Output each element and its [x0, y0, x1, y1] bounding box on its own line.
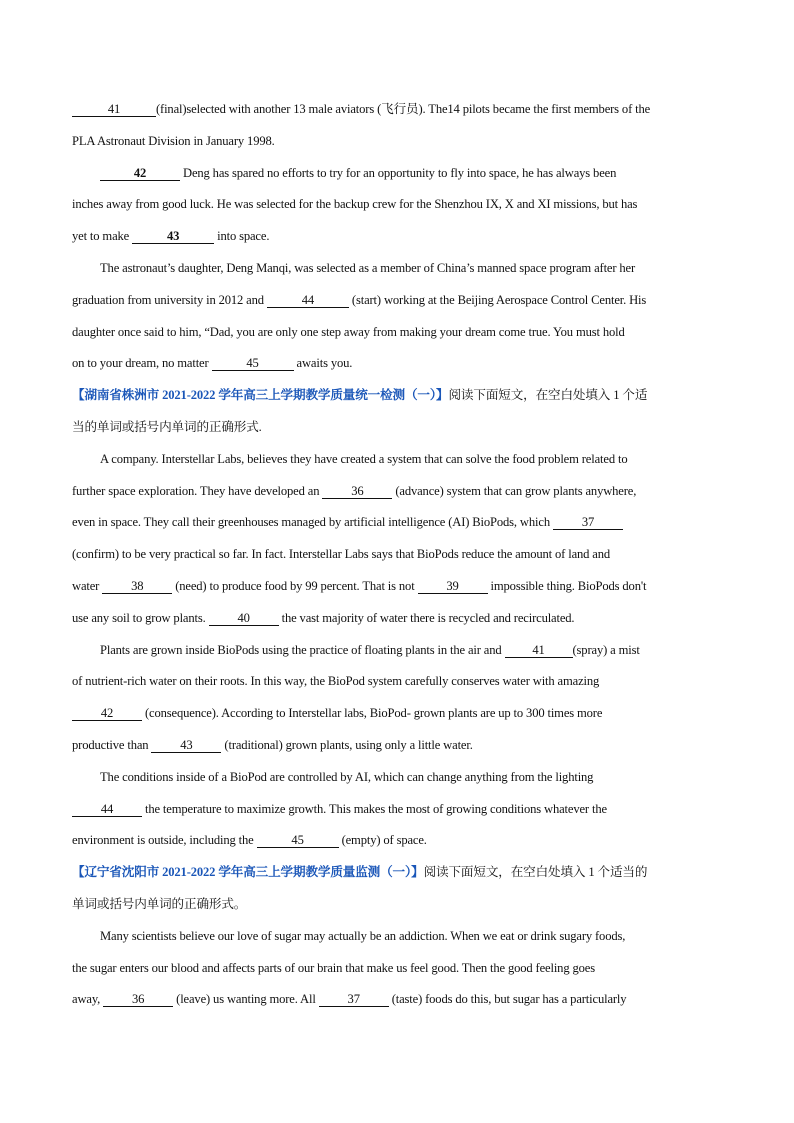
text: further space exploration. They have developed an — [72, 483, 323, 498]
text: (traditional) grown plants, using only a little water. — [221, 737, 473, 752]
bracket-close: 】 — [411, 865, 424, 880]
blank-41b[interactable]: 41 — [505, 643, 573, 658]
passage1-line-4: inches away from good luck. He was selected for the backup crew for the Shenzhou IX, X and XI missions, but has — [72, 197, 638, 212]
blank-39[interactable]: 39 — [418, 579, 488, 594]
passage1-line-2: PLA Astronaut Division in January 1998. — [72, 133, 275, 148]
document-page — [72, 94, 722, 1016]
text: (need) to produce food by 99 percent. That is not — [172, 578, 418, 593]
blank-42b[interactable]: 42 — [72, 706, 142, 721]
section-heading-zhuzhou — [72, 380, 722, 412]
blank-36c[interactable]: 36 — [103, 992, 173, 1007]
passage2-line-5 — [72, 571, 722, 603]
passage2-line-10 — [72, 730, 722, 762]
passage1-line-9 — [72, 348, 722, 380]
text: (taste) foods do this, but sugar has a particularly — [388, 992, 627, 1007]
text: awaits you. — [293, 356, 353, 371]
bracket-open: 【 — [72, 388, 85, 403]
text: (final)selected with another 13 male aviators (飞行员). The14 pilots became the first members of the — [156, 102, 651, 116]
section-heading-shenyang-line2: 单词或括号内单词的正确形式。 — [72, 896, 247, 911]
text: water — [72, 578, 103, 593]
passage2-line-4: (confirm) to be very practical so far. In fact. Interstellar Labs says that BioPods reduce the amount of land and — [72, 547, 611, 562]
instruction: 阅读下面短文，在空白处填入 1 个适当的 — [423, 865, 648, 880]
passage2-line-7 — [72, 635, 722, 667]
blank-37[interactable]: 37 — [553, 515, 623, 530]
exam-source: 辽宁省沈阳市 2021-2022 学年高三上学期教学质量监测（一） — [84, 865, 412, 880]
text: (start) working at the Beijing Aerospace Control Center. His — [348, 292, 647, 307]
instruction: 阅读下面短文，在空白处填入 1 个适 — [448, 388, 648, 403]
passage1-line-3 — [72, 158, 722, 190]
passage2-line-13 — [72, 825, 722, 857]
text: the vast majority of water there is recycled and recirculated. — [278, 610, 575, 625]
passage2-line-8: of nutrient-rich water on their roots. In this way, the BioPod system carefully conserves water with amazing — [72, 674, 600, 689]
passage3-line-2: the sugar enters our blood and affects parts of our brain that make us feel good. Then the good feeling goes — [72, 960, 595, 975]
passage1-line-6: The astronaut’s daughter, Deng Manqi, was selected as a member of China’s manned space program after her — [100, 260, 636, 275]
text: (leave) us wanting more. All — [173, 992, 319, 1007]
blank-37c[interactable]: 37 — [319, 992, 389, 1007]
text: (empty) of space. — [338, 833, 427, 848]
text: graduation from university in 2012 and — [72, 292, 267, 307]
blank-45[interactable]: 45 — [212, 356, 294, 371]
text: Plants are grown inside BioPods using the practice of floating plants in the air and — [100, 642, 505, 657]
blank-38[interactable]: 38 — [102, 579, 172, 594]
text: (consequence). According to Interstellar labs, BioPod- grown plants are up to 300 times more — [142, 706, 603, 721]
passage1-line-5 — [72, 221, 722, 253]
blank-43[interactable]: 43 — [132, 229, 214, 244]
text: even in space. They call their greenhouses managed by artificial intelligence (AI) BioPods, which — [72, 515, 553, 530]
text: yet to make — [72, 229, 133, 244]
passage2-line-1: A company. Interstellar Labs, believes they have created a system that can solve the food problem related to — [100, 451, 628, 466]
passage2-line-9 — [72, 698, 722, 730]
text: environment is outside, including the — [72, 833, 257, 848]
text: impossible thing. BioPods don't — [487, 578, 647, 593]
blank-36[interactable]: 36 — [322, 484, 392, 499]
text: on to your dream, no matter — [72, 356, 212, 371]
blank-42[interactable]: 42 — [100, 166, 180, 181]
bracket-open: 【 — [72, 865, 85, 880]
passage2-line-6 — [72, 603, 722, 635]
blank-43b[interactable]: 43 — [151, 738, 221, 753]
passage1-line-1 — [72, 94, 722, 126]
blank-41[interactable]: 41 — [72, 102, 156, 117]
text: (advance) system that can grow plants anywhere, — [392, 483, 637, 498]
exam-source: 湖南省株洲市 2021-2022 学年高三上学期教学质量统一检测（一） — [84, 388, 437, 403]
passage1-line-8: daughter once said to him, “Dad, you are only one step away from making your dream come true. You must hold — [72, 324, 625, 339]
passage3-line-3 — [72, 984, 722, 1016]
passage2-line-3 — [72, 507, 722, 539]
text: the temperature to maximize growth. This makes the most of growing conditions whatever the — [142, 801, 607, 816]
text: (spray) a mist — [572, 642, 640, 657]
section-heading-zhuzhou-line2: 当的单词或括号内单词的正确形式. — [72, 419, 262, 434]
blank-44[interactable]: 44 — [267, 293, 349, 308]
text: use any soil to grow plants. — [72, 610, 209, 625]
bracket-close: 】 — [436, 388, 449, 403]
text: into space. — [214, 229, 270, 244]
text: away, — [72, 992, 104, 1007]
passage2-line-2 — [72, 476, 722, 508]
text: productive than — [72, 737, 152, 752]
passage3-line-1: Many scientists believe our love of sugar may actually be an addiction. When we eat or drink sugary foods, — [100, 928, 626, 943]
blank-40[interactable]: 40 — [209, 611, 279, 626]
passage2-line-12 — [72, 794, 722, 826]
blank-45b[interactable]: 45 — [257, 833, 339, 848]
blank-44b[interactable]: 44 — [72, 802, 142, 817]
passage2-line-11: The conditions inside of a BioPod are controlled by AI, which can change anything from the lighting — [100, 769, 594, 784]
passage1-line-7 — [72, 285, 722, 317]
text: Deng has spared no efforts to try for an opportunity to fly into space, he has always been — [180, 165, 617, 180]
section-heading-shenyang — [72, 857, 722, 889]
